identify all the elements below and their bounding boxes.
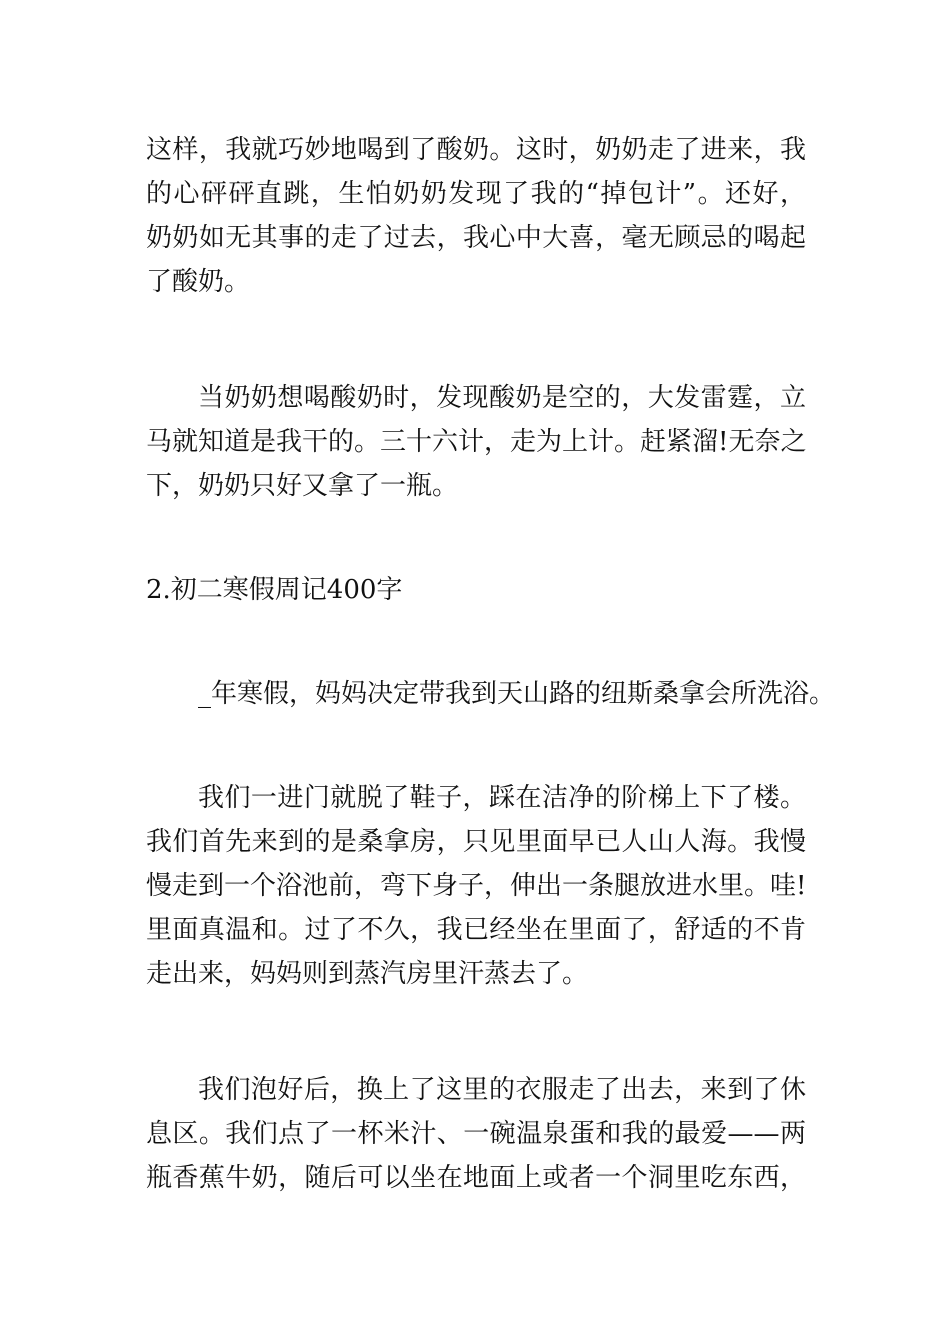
text-line: 我们一进门就脱了鞋子，踩在洁净的阶梯上下了楼。: [198, 783, 806, 813]
paragraph: [146, 128, 806, 304]
text-line: 瓶香蕉牛奶，随后可以坐在地面上或者一个洞里吃东西，: [146, 1163, 806, 1193]
text-line: 走出来，妈妈则到蒸汽房里汗蒸去了。: [146, 959, 589, 989]
paragraph: [146, 1068, 806, 1200]
text-line: 我们泡好后，换上了这里的衣服走了出去，来到了休: [198, 1075, 806, 1105]
text-line: 奶奶如无其事的走了过去，我心中大喜，毫无顾忌的喝起: [146, 223, 806, 253]
text-line: 下，奶奶只好又拿了一瓶。: [146, 471, 459, 501]
text-line: 当奶奶想喝酸奶时，发现酸奶是空的，大发雷霆，立: [198, 383, 806, 413]
text-line: _年寒假，妈妈决定带我到天山路的纽斯桑拿会所洗浴。: [198, 679, 836, 709]
paragraph: [146, 672, 836, 716]
text-line: 马就知道是我干的。三十六计，走为上计。赶紧溜!无奈之: [146, 427, 807, 457]
text-line: 里面真温和。过了不久，我已经坐在里面了，舒适的不肯: [146, 915, 806, 945]
paragraph: [146, 376, 806, 508]
section-heading: 2.初二寒假周记400字: [146, 575, 403, 605]
text-line: 慢走到一个浴池前，弯下身子，伸出一条腿放进水里。哇!: [146, 871, 807, 901]
paragraph: [146, 776, 806, 996]
text-line: 我们首先来到的是桑拿房，只见里面早已人山人海。我慢: [146, 827, 806, 857]
text-line: 息区。我们点了一杯米汁、一碗温泉蛋和我的最爱——两: [146, 1119, 806, 1149]
text-line: 的心砰砰直跳，生怕奶奶发现了我的“掉包计”。还好，: [146, 179, 806, 209]
text-line: 了酸奶。: [146, 267, 251, 297]
document-page: [146, 128, 836, 1200]
text-line: 这样，我就巧妙地喝到了酸奶。这时，奶奶走了进来，我: [146, 135, 806, 165]
